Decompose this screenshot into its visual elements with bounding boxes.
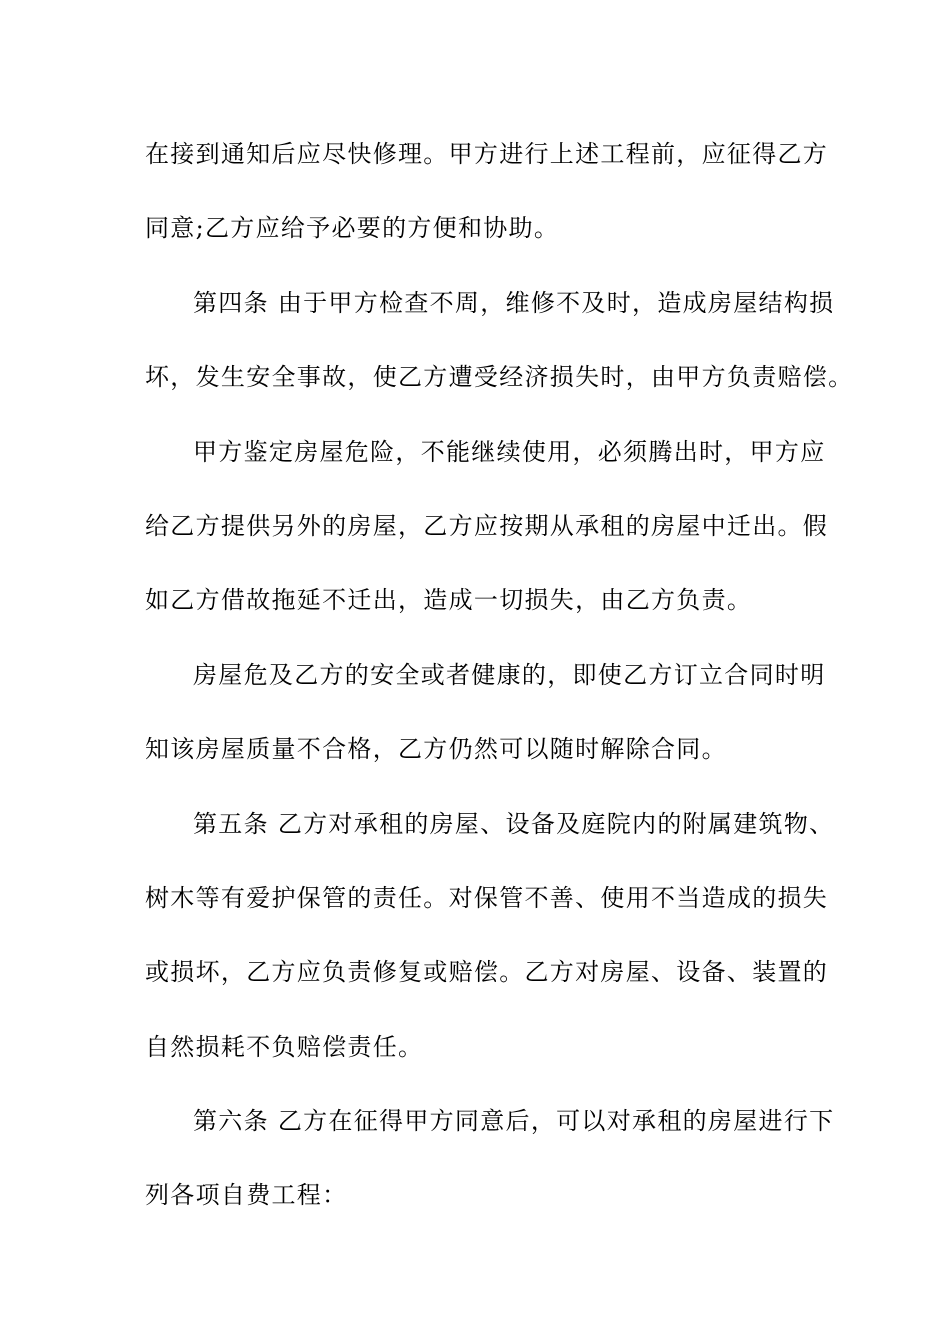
text-line: 列各项自费工程：: [145, 1181, 348, 1210]
text-line: 给乙方提供另外的房屋，乙方应按期从承租的房屋中迁出。假: [145, 511, 829, 540]
text-line: 房屋危及乙方的安全或者健康的，即使乙方订立合同时明: [193, 660, 826, 689]
text-line: 在接到通知后应尽快修理。甲方进行上述工程前，应征得乙方: [145, 140, 829, 168]
text-line-article-4: 第四条 由于甲方检查不周，维修不及时，造成房屋结构损: [193, 288, 835, 317]
text-line-article-6: 第六条 乙方在征得甲方同意后，可以对承租的房屋进行下: [193, 1107, 835, 1136]
text-line: 或损坏，乙方应负责修复或赔偿。乙方对房屋、设备、装置的: [145, 958, 829, 987]
text-line: 知该房屋质量不合格，乙方仍然可以随时解除合同。: [145, 735, 727, 764]
document-body: [145, 132, 854, 1248]
text-line: 同意;乙方应给予必要的方便和协助。: [145, 214, 560, 243]
text-line: 甲方鉴定房屋危险，不能继续使用，必须腾出时，甲方应: [193, 437, 826, 466]
text-line: 坏，发生安全事故，使乙方遭受经济损失时，由甲方负责赔偿。: [145, 363, 854, 392]
text-line: 树木等有爱护保管的责任。对保管不善、使用不当造成的损失: [145, 883, 829, 912]
text-line-article-5: 第五条 乙方对承租的房屋、设备及庭院内的附属建筑物、: [193, 809, 835, 838]
text-line: 如乙方借故拖延不迁出，造成一切损失，由乙方负责。: [145, 586, 753, 615]
text-line: 自然损耗不负赔偿责任。: [145, 1032, 424, 1061]
